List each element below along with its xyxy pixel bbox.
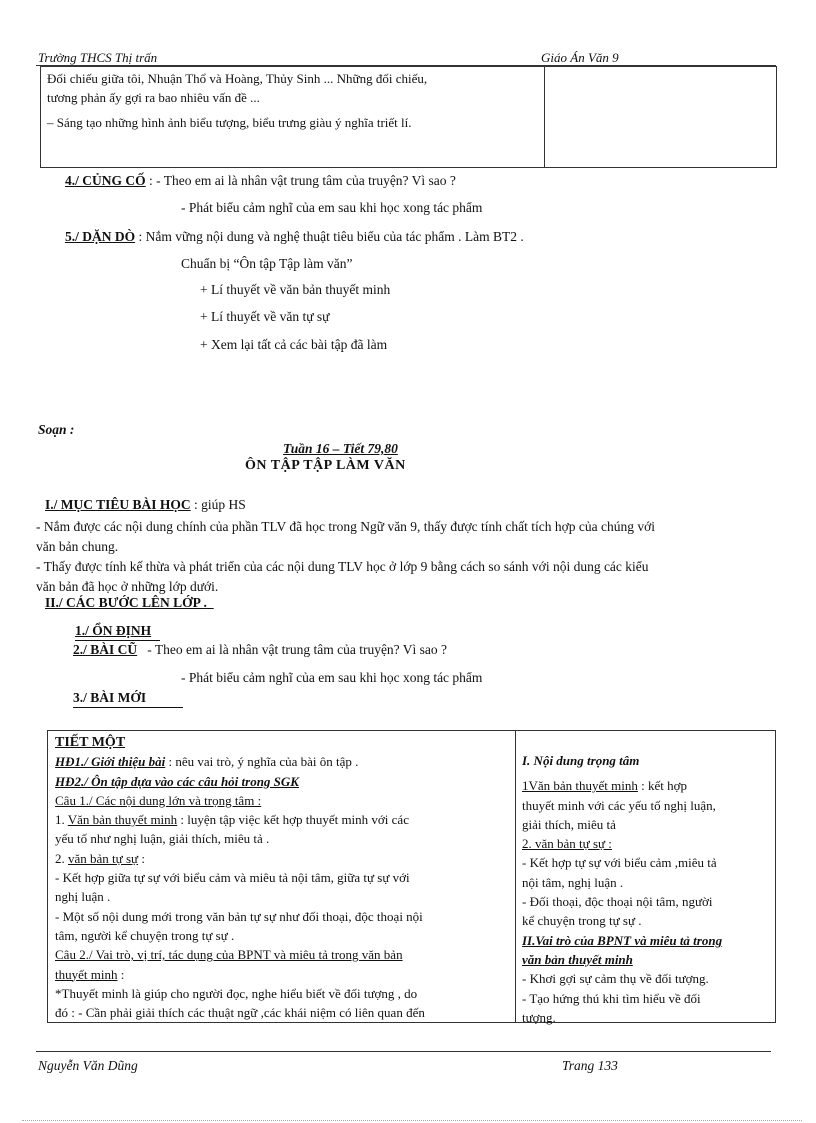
dan-do-label: 5./ DẶN DÒ: [65, 229, 136, 244]
cung-co-row: [65, 173, 456, 189]
hd1-text: : nêu vai trò, ý nghĩa của bài ôn tập .: [165, 754, 359, 770]
tiet-mot: TIẾT MỘT: [55, 735, 126, 750]
item1-row: [55, 810, 510, 829]
lesson-title: ÔN TẬP TẬP LÀM VĂN: [245, 458, 406, 473]
table-divider: [544, 67, 545, 167]
r1-c: giải thích, miêu tả: [522, 816, 616, 832]
soan-label: Soạn :: [38, 422, 75, 437]
item1-prefix: 1.: [55, 812, 68, 828]
on-dinh-rule: [75, 640, 160, 641]
right-h2a: II.Vai trò của BPNT và miêu tả trong: [522, 932, 723, 948]
dan-do-line1: Nắm vững nội dung và nghệ thuật tiêu biểu của tác phẩm . Làm BT2 .: [145, 229, 524, 244]
item1-text: : luyện tập việc kết hợp thuyết minh với các: [177, 812, 409, 828]
header-subject: Giáo Án Văn 9: [541, 50, 619, 65]
muc-tieu-row: [45, 497, 246, 513]
cung-co-q2: - Phát biểu cảm nghĩ của em sau khi học xong tác phẩm: [181, 200, 483, 215]
top-table: [40, 66, 777, 168]
right-h2b: văn bản thuyết minh: [522, 951, 633, 967]
dan-do-sep: :: [135, 229, 146, 244]
lesson-week: Tuần 16 – Tiết 79,80: [283, 441, 398, 456]
bai-cu-q2: - Phát biểu cảm nghĩ của em sau khi học xong tác phẩm: [181, 670, 483, 685]
muc-tieu-sep: :: [190, 497, 202, 512]
on-dinh-label: 1./ ỔN ĐỊNH: [75, 623, 152, 638]
dan-do-item-3: + Xem lại tất cả các bài tập đã làm: [200, 337, 388, 352]
bai-moi-label: 3./ BÀI MỚI: [73, 690, 147, 705]
main-left-column: [55, 733, 510, 1022]
header-school: Trường THCS Thị trấn: [38, 50, 158, 65]
star-2: đó : - Cần phải giải thích các thuật ngữ ,các khái niệm có liên quan đến: [55, 1005, 425, 1021]
item2-b: nghị luận .: [55, 889, 111, 905]
dan-do-line2: Chuẩn bị “Ôn tập Tập làm văn”: [181, 256, 353, 271]
star-1: *Thuyết minh là giúp cho người đọc, nghe hiểu biết về đối tượng , do: [55, 985, 418, 1001]
bai-cu-label: 2./ BÀI CŨ: [73, 642, 138, 657]
cau-2a: Câu 2./ Vai trò, vị trí, tác dụng của BPNT và miêu tả trong văn bản: [55, 947, 403, 963]
item2-label: văn bản tự sự: [68, 850, 139, 866]
footer-rule: [36, 1051, 771, 1052]
r2-c: - Đối thoại, độc thoại nội tâm, người: [522, 894, 713, 910]
r1-text: : kết hợp: [637, 778, 688, 794]
cau-2b-suffix: :: [117, 966, 125, 982]
main-right-column: [522, 751, 774, 1027]
item1-cont: yếu tố như nghị luận, giải thích, miêu tả .: [55, 831, 270, 847]
top-line-1: Đối chiếu giữa tôi, Nhuận Thổ và Hoàng, Thủy Sinh ... Những đối chiếu,: [47, 71, 428, 86]
r2-b: nội tâm, nghị luận .: [522, 874, 624, 890]
main-table: [47, 730, 776, 1023]
item1-label: Văn bản thuyết minh: [67, 812, 178, 828]
r3-a: - Khơi gợi sự cảm thụ về đối tượng.: [522, 971, 709, 987]
bai-cu-row: [73, 642, 447, 658]
item2-prefix: 2.: [55, 850, 68, 866]
muc-tieu-label: I./ MỤC TIÊU BÀI HỌC: [45, 497, 191, 512]
right-h1: I. Nội dung trọng tâm: [522, 753, 640, 768]
cau-1: Câu 1./ Các nội dung lớn và trọng tâm :: [55, 792, 262, 808]
hd2-label: HĐ2./ Ôn tập dựa vào các câu hỏi trong SGK: [55, 773, 299, 789]
r2-label: 2. văn bản tự sự :: [522, 836, 612, 852]
dan-do-item-2: + Lí thuyết về văn tự sự: [200, 309, 330, 324]
bai-moi-rule: [73, 707, 183, 708]
r1-row: [522, 776, 774, 795]
r1-b: thuyết minh với các yếu tố nghị luận,: [522, 797, 716, 813]
item2-a: - Kết hợp giữa tự sự với biểu cảm và miêu tả nội tâm, giữa tự sự với: [55, 870, 410, 886]
muc-tieu-line-3: - Thấy được tính kế thừa và phát triển của các nội dung TLV học ở lớp 9 bằng cách so sánh với nội dung các kiểu: [36, 559, 649, 574]
item2-row: [55, 849, 510, 868]
page-edge: [22, 1120, 802, 1121]
muc-tieu-line-4: văn bản đã học ở những lớp dưới.: [36, 579, 219, 594]
r1-label: 1Văn bản thuyết minh: [522, 778, 638, 794]
r2-d: kể chuyện trong tự sự .: [522, 913, 642, 929]
hd1-row: [55, 752, 510, 771]
cac-buoc-label: [45, 595, 214, 611]
cung-co-label: 4./ CỦNG CỐ: [65, 173, 146, 188]
main-table-divider: [515, 731, 516, 1022]
item2-suffix: :: [138, 850, 145, 866]
item2-d: tâm, người kể chuyện trong tự sự .: [55, 927, 235, 943]
cau-2b: thuyết minh: [55, 966, 118, 982]
top-line-2: tương phản ấy gợi ra bao nhiêu vấn đề ...: [47, 90, 260, 105]
r2-a: - Kết hợp tự sự với biểu cảm ,miêu tả: [522, 855, 717, 871]
cung-co-sep: :: [145, 173, 157, 188]
r3-c: tượng.: [522, 1009, 556, 1025]
bai-cu-q1: - Theo em ai là nhân vật trung tâm của truyện? Vì sao ?: [147, 642, 448, 657]
muc-tieu-line-2: văn bản chung.: [36, 539, 119, 554]
footer-page: Trang 133: [562, 1058, 618, 1073]
muc-tieu-suffix: giúp HS: [201, 497, 246, 512]
cau-2b-row: [55, 965, 510, 984]
muc-tieu-body: [36, 517, 786, 597]
hd1-label: HĐ1./ Giới thiệu bài: [55, 754, 166, 770]
footer-author: Nguyễn Văn Dũng: [38, 1058, 138, 1073]
muc-tieu-line-1: - Nắm được các nội dung chính của phần TLV đã học trong Ngữ văn 9, thấy được tính chất tích hợp của chúng với: [36, 519, 655, 534]
dan-do-item-1: + Lí thuyết về văn bản thuyết minh: [200, 282, 391, 297]
dan-do-row: [65, 229, 524, 245]
item2-c: - Một số nội dung mới trong văn bản tự sự như đối thoại, độc thoại nội: [55, 908, 423, 924]
top-line-3: – Sáng tạo những hình ảnh biểu tượng, biểu trưng giàu ý nghĩa triết lí.: [47, 115, 412, 130]
cac-buoc-text: II./ CÁC BƯỚC LÊN LỚP .: [45, 595, 207, 610]
r3-b: - Tạo hứng thú khi tìm hiểu về đối: [522, 990, 701, 1006]
top-table-cell: [47, 69, 539, 132]
cung-co-q1: - Theo em ai là nhân vật trung tâm của truyện? Vì sao ?: [156, 173, 456, 188]
